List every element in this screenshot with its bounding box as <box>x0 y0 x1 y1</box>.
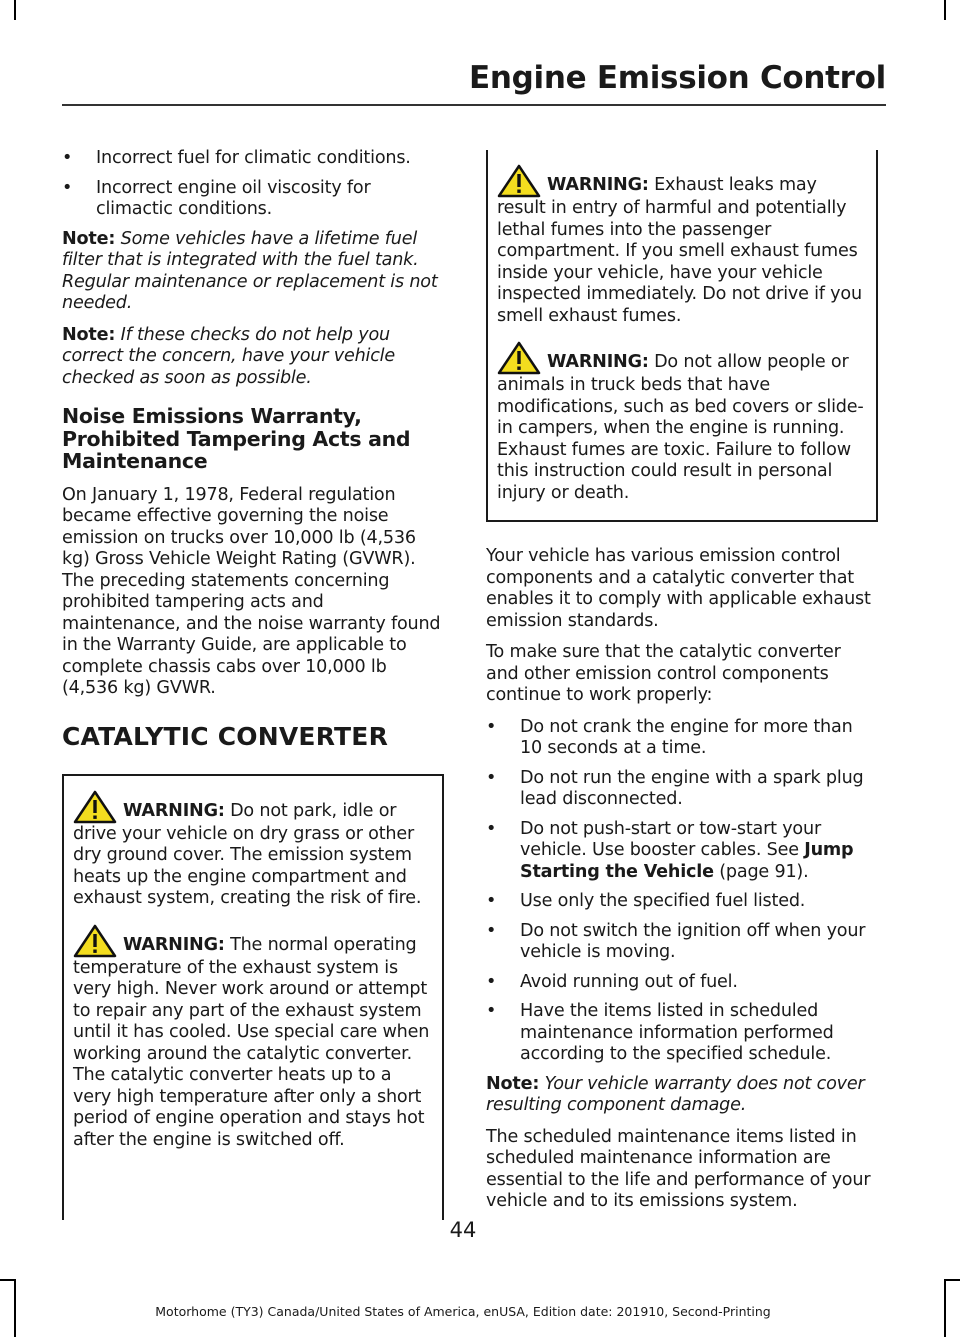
list-item: • Do not run the engine with a spark plug lead disconnected. <box>486 767 864 809</box>
header-divider <box>62 104 886 106</box>
bullet-glyph: • <box>62 148 73 168</box>
bullet-glyph: • <box>486 1001 497 1021</box>
crop-mark-bottom-right <box>944 1280 946 1337</box>
list-item: • Use only the specified fuel listed. <box>486 891 806 911</box>
bullet-glyph: • <box>486 971 497 992</box>
warning-item: WARNING: Do not park, idle or drive your vehicle on dry grass or other dry ground cover. The emission system heats up the engine compartment and exhaust system, creating the risk of fire. <box>73 790 433 910</box>
warning-item: WARNING: Do not allow people or animals in truck beds that have modifications, such as bed covers or slide-in campers, when the engine is running. Exhaust fumes are toxic. Failure to follow this instruction could result in personal injury or death. <box>497 341 867 504</box>
jump-starting-link[interactable]: Jump Starting the Vehicle <box>520 840 854 882</box>
noise-warranty-heading: Noise Emissions Warranty, Prohibited Tampering Acts and Maintenance <box>62 404 411 473</box>
warning-triangle-icon <box>497 164 541 198</box>
bullet-glyph: • <box>486 716 497 737</box>
warning-box <box>62 774 444 1220</box>
warning-item: WARNING: Exhaust leaks may result in entry of harmful and potentially lethal fumes into the passenger compartment. If you smell exhaust fumes inside your vehicle, have your vehicle inspected immediately. Do not drive if you smell exhaust fumes. <box>497 164 867 327</box>
warning-box <box>486 150 878 522</box>
bullet-glyph: • <box>486 818 497 839</box>
bullet-glyph: • <box>486 767 497 788</box>
list-item: • Do not push-start or tow-start your vehicle. Use booster cables. See Jump Starting the Vehicle (page 91). <box>486 818 854 882</box>
list-item: • Incorrect engine oil viscosity for climactic conditions. <box>62 177 371 219</box>
warning-item: WARNING: The normal operating temperature of the exhaust system is very high. Never work around or attempt to repair any part of the exhaust system until it has cooled. Use special care when working around the catalytic converter. The catalytic converter heats up to a very high temperature after only a short period of engine operation and stays hot after the engine is switched off. <box>73 924 433 1152</box>
instructions-intro: To make sure that the catalytic converter and other emission control components continue to work properly: <box>486 642 841 705</box>
noise-warranty-paragraph: On January 1, 1978, Federal regulation became effective governing the noise emission on trucks over 10,000 lb (4,536 kg) Gross Vehicle Weight Rating (GVWR). The preceding statements concerning prohibited tampering acts and maintenance, and the noise warranty found in the Warranty Guide, are applicable to complete chassis cabs over 10,000 lb (4,536 kg) GVWR. <box>62 484 441 698</box>
list-item: • Have the items listed in scheduled maintenance information performed according to the specified schedule. <box>486 1001 834 1064</box>
bullet-glyph: • <box>486 920 497 941</box>
warning-triangle-icon <box>73 924 117 958</box>
list-item: • Avoid running out of fuel. <box>486 971 738 992</box>
warning-triangle-icon <box>497 341 541 375</box>
list-item: • Incorrect fuel for climatic conditions. <box>62 148 411 168</box>
catalytic-converter-heading: CATALYTIC CONVERTER <box>62 721 389 751</box>
bullet-glyph: • <box>62 177 73 198</box>
crop-mark-top-left <box>14 0 16 20</box>
list-item: • Do not crank the engine for more than 10 seconds at a time. <box>486 716 853 758</box>
footer-text: Motorhome (TY3) Canada/United States of America, enUSA, Edition date: 201910, Second-Printing <box>155 1304 771 1319</box>
note-paragraph: Note: If these checks do not help you correct the concern, have your vehicle checked as soon as possible. <box>62 324 395 388</box>
crop-mark-bottom-right-h <box>944 1279 960 1281</box>
right-column <box>486 148 878 1223</box>
crop-mark-top-right <box>944 0 946 20</box>
crop-mark-bottom-left-h <box>0 1279 16 1281</box>
page-number: 44 <box>449 1218 477 1242</box>
list-item: • Do not switch the ignition off when your vehicle is moving. <box>486 920 866 962</box>
cause-list <box>62 148 444 221</box>
instructions-list <box>486 717 878 1066</box>
emission-components-paragraph: Your vehicle has various emission control components and a catalytic converter that enables it to comply with applicable exhaust emission standards. <box>486 546 871 631</box>
page-title: Engine Emission Control <box>469 60 886 96</box>
bullet-glyph: • <box>486 891 497 911</box>
left-column <box>62 148 444 1220</box>
note-paragraph: Note: Some vehicles have a lifetime fuel filter that is integrated with the fuel tank. Regular maintenance or replacement is not needed. <box>62 228 438 313</box>
closing-paragraph: The scheduled maintenance items listed in scheduled maintenance information are essential to the life and performance of your vehicle and to its emissions system. <box>486 1126 871 1211</box>
warning-triangle-icon <box>73 790 117 824</box>
note-paragraph: Note: Your vehicle warranty does not cover resulting component damage. <box>486 1073 865 1115</box>
